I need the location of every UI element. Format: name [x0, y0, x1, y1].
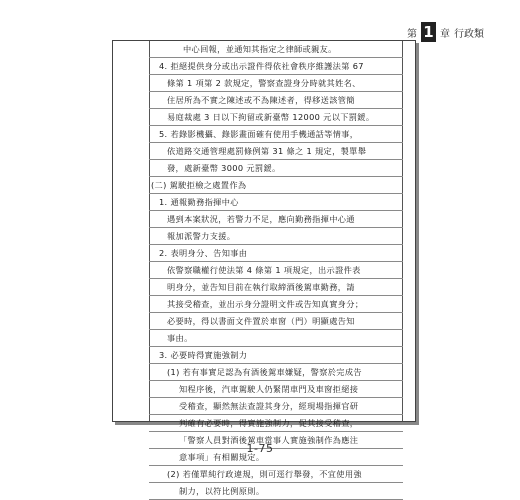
- text-line: 依警察職權行使法第 4 條第 1 項規定，出示證件表: [149, 262, 403, 279]
- text-line: (2) 若僅單純行政違規，則可逕行舉發，不宜使用強: [149, 466, 403, 483]
- text-line: 5. 若錄影機攝、錄影畫面確有使用手機通話等情事，: [149, 126, 403, 143]
- text-line: 條第 1 項第 2 款規定，警察查證身分時就其姓名、: [149, 75, 403, 92]
- text-line: 中心回報，並通知其指定之律師或親友。: [149, 41, 403, 58]
- text-line: 事由。: [149, 330, 403, 347]
- text-line: 1. 通報勤務指揮中心: [149, 194, 403, 211]
- page-number: 1-75: [246, 442, 274, 455]
- text-line: 2. 表明身分、告知事由: [149, 245, 403, 262]
- chapter-title: 行政類: [454, 28, 484, 40]
- chapter-number-badge: 1: [421, 22, 436, 42]
- text-line: 發，處新臺幣 3000 元罰鍰。: [149, 160, 403, 177]
- chapter-suffix: 章: [440, 28, 450, 40]
- text-line: 判確有必要時，得實施強制力，促其接受稽查，: [149, 415, 403, 432]
- chapter-prefix: 第: [407, 28, 417, 40]
- text-line: 易庭裁處 3 日以下拘留或新臺幣 12000 元以下罰鍰。: [149, 109, 403, 126]
- text-line: (二) 駕駛拒檢之處置作為: [149, 177, 403, 194]
- text-line: 明身分，並告知目前在執行取締酒後駕車勤務，請: [149, 279, 403, 296]
- text-line: 受稽查，顯然無法查證其身分，經現場指揮官研: [149, 398, 403, 415]
- text-line: 必要時，得以書面文件置於車窗（門）明顯處告知: [149, 313, 403, 330]
- text-line: 報加派警力支援。: [149, 228, 403, 245]
- left-margin-column: [113, 41, 150, 421]
- text-line: 3. 必要時得實施強制力: [149, 347, 403, 364]
- text-line: 「警察人員對酒後駕車當事人實施強制作為應注: [149, 432, 403, 449]
- text-line: (1) 若有事實足認為有酒後駕車嫌疑，警察於完成告: [149, 364, 403, 381]
- text-line: 其接受稽查，並出示身分證明文件或告知真實身分；: [149, 296, 403, 313]
- text-line: 遇到本案狀況，若警力不足，應向勤務指揮中心通: [149, 211, 403, 228]
- text-line: 制力，以符比例原則。: [149, 483, 403, 500]
- text-line: 住居所為不實之陳述或不為陳述者，得移送該管簡: [149, 92, 403, 109]
- answer-text-block: [149, 41, 403, 500]
- text-line: 知程序後，汽車駕駛人仍緊閉車門及車窗拒絕接: [149, 381, 403, 398]
- text-line: 依道路交通管理處罰條例第 31 條之 1 規定，製單舉: [149, 143, 403, 160]
- text-line: 意事項」有相關規定。: [149, 449, 403, 466]
- right-margin-column: [402, 41, 415, 421]
- text-line: 4. 拒絕提供身分或出示證件得依社會秩序維護法第 67: [149, 58, 403, 75]
- chapter-header: [407, 22, 484, 42]
